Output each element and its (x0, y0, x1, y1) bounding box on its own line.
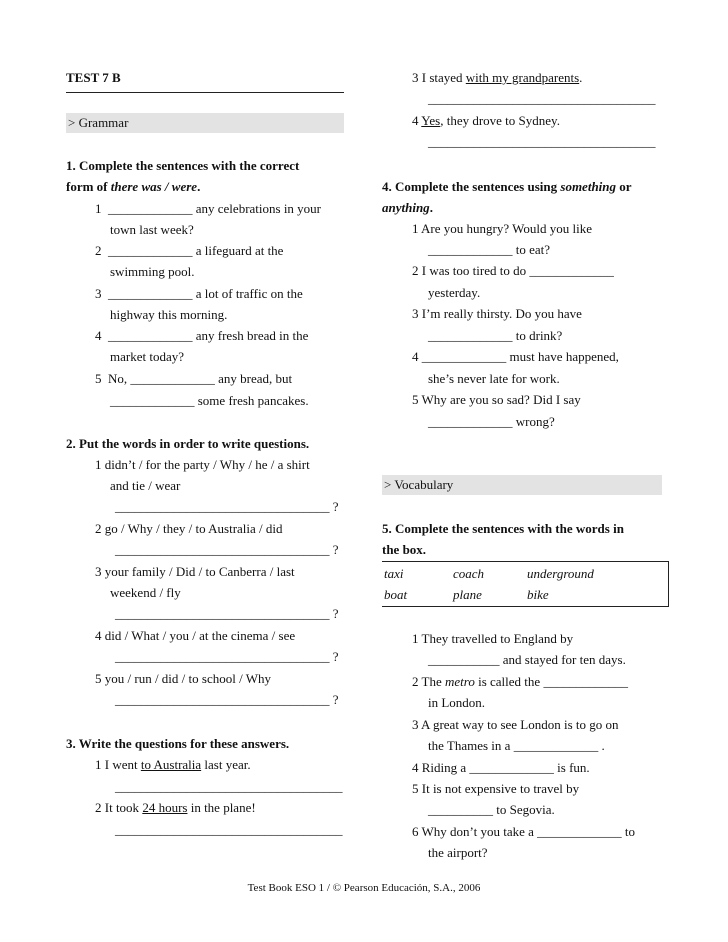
ex3-answer-4[interactable]: ___________________________________ (428, 134, 656, 149)
ex4-item-2-cont: yesterday. (428, 285, 481, 300)
ex5-item-3: 3 A great way to see London is to go on (412, 717, 619, 732)
word-box-word: bike (527, 587, 549, 602)
word-box-word: plane (453, 587, 482, 602)
grammar-section-band: > Grammar (66, 113, 344, 133)
ex3-answer-2[interactable]: ___________________________________ (115, 822, 343, 837)
ex2-item-1: 1 didn’t / for the party / Why / he / a shirt (95, 457, 310, 472)
answer-blank[interactable]: ___________ (428, 652, 500, 667)
ex3-item-4: 4 Yes, they drove to Sydney. (412, 113, 560, 128)
answer-blank[interactable]: _________________________________ (115, 542, 330, 557)
ex5-item-5-cont: __________ to Segovia. (428, 802, 555, 817)
answer-blank[interactable]: __________ (428, 802, 493, 817)
ex3-item-2: 2 It took 24 hours in the plane! (95, 800, 256, 815)
ex4-item-5: 5 Why are you so sad? Did I say (412, 392, 581, 407)
word-box-word: underground (527, 566, 594, 581)
answer-blank[interactable]: _____________ (513, 738, 599, 753)
ex5-title-line2: the box. (382, 542, 427, 557)
ex5-item-6-cont: the airport? (428, 845, 488, 860)
ex4-item-4: 4 _____________ must have happened, (412, 349, 619, 364)
answer-blank[interactable]: _____________ (543, 674, 628, 689)
ex1-item-5: 5 No, _____________ any bread, but (95, 371, 293, 386)
ex3-answer-3[interactable]: ___________________________________ (428, 91, 656, 106)
ex2-item-3: 3 your family / Did / to Canberra / last (95, 564, 295, 579)
ex1-item-2: 2 _____________ a lifeguard at the (95, 243, 284, 258)
ex5-item-2-cont: in London. (428, 695, 486, 710)
ex5-item-5: 5 It is not expensive to travel by (412, 781, 580, 796)
ex2-item-1-cont: and tie / wear (110, 478, 181, 493)
title-rule (66, 92, 344, 93)
answer-blank[interactable]: _____________ (110, 393, 195, 408)
ex4-item-4-cont: she’s never late for work. (428, 371, 560, 386)
ex5-item-4: 4 Riding a _____________ is fun. (412, 760, 590, 775)
word-box-word: boat (384, 587, 408, 602)
ex5-item-1-cont: ___________ and stayed for ten days. (428, 652, 626, 667)
answer-blank[interactable]: _____________ (108, 201, 193, 216)
answer-blank[interactable]: _________________________________ (115, 606, 330, 621)
ex1-item-1-cont: town last week? (110, 222, 194, 237)
ex1-item-3: 3 _____________ a lot of traffic on the (95, 286, 303, 301)
ex2-answer-3: _________________________________ ? (115, 606, 339, 621)
ex3-item-1: 1 I went to Australia last year. (95, 757, 251, 772)
ex2-answer-4: _________________________________ ? (115, 649, 339, 664)
answer-blank[interactable]: _____________ (421, 349, 507, 364)
answer-blank[interactable]: _____________ (108, 328, 193, 343)
ex3-title: 3. Write the questions for these answers. (66, 736, 290, 751)
ex1-item-3-cont: highway this morning. (110, 307, 228, 322)
ex4-title-line2: anything. (382, 200, 433, 215)
ex3-item-3: 3 I stayed with my grandparents. (412, 70, 583, 85)
ex1-title-line1: 1. Complete the sentences with the correct (66, 158, 300, 173)
ex5-title-line1: 5. Complete the sentences with the words in (382, 521, 624, 536)
ex5-item-3-cont: the Thames in a _____________ . (428, 738, 605, 753)
ex2-item-5: 5 you / run / did / to school / Why (95, 671, 271, 686)
ex1-item-1: 1 _____________ any celebrations in your (95, 201, 322, 216)
test-title: TEST 7 B (66, 70, 121, 85)
ex2-item-4: 4 did / What / you / at the cinema / see (95, 628, 296, 643)
ex4-title-line1: 4. Complete the sentences using something or (382, 179, 632, 194)
ex2-answer-2: _________________________________ ? (115, 542, 339, 557)
ex5-item-1: 1 They travelled to England by (412, 631, 574, 646)
answer-blank[interactable]: _____________ (428, 242, 513, 257)
answer-blank[interactable]: _____________ (537, 824, 622, 839)
ex4-item-2: 2 I was too tired to do _____________ (412, 263, 614, 278)
ex1-title-line2: form of there was / were. (66, 179, 201, 194)
ex5-item-6: 6 Why don’t you take a _____________ to (412, 824, 636, 839)
ex4-item-3-cont: _____________ to drink? (428, 328, 563, 343)
answer-blank[interactable]: _____________ (108, 286, 193, 301)
ex4-item-1: 1 Are you hungry? Would you like (412, 221, 592, 236)
ex2-answer-5: _________________________________ ? (115, 692, 339, 707)
vocabulary-section-band: > Vocabulary (382, 475, 662, 495)
answer-blank[interactable]: _____________ (428, 328, 513, 343)
ex4-item-1-cont: _____________ to eat? (428, 242, 551, 257)
ex5-item-2: 2 The metro is called the _____________ (412, 674, 628, 689)
word-box-word: coach (453, 566, 485, 581)
answer-blank[interactable]: _________________________________ (115, 649, 330, 664)
ex1-item-4: 4 _____________ any fresh bread in the (95, 328, 309, 343)
word-box (382, 561, 669, 607)
page-footer: Test Book ESO 1 / © Pearson Educación, S.A., 2006 (247, 882, 481, 894)
answer-blank[interactable]: _____________ (529, 263, 614, 278)
ex1-item-5-cont: _____________ some fresh pancakes. (110, 393, 309, 408)
ex3-answer-1[interactable]: ___________________________________ (115, 779, 343, 794)
ex4-item-5-cont: _____________ wrong? (428, 414, 555, 429)
ex2-answer-1: _________________________________ ? (115, 499, 339, 514)
answer-blank[interactable]: _____________ (130, 371, 215, 386)
ex2-item-3-cont: weekend / fly (110, 585, 181, 600)
ex2-title: 2. Put the words in order to write questions. (66, 436, 310, 451)
answer-blank[interactable]: _____________ (469, 760, 554, 775)
ex2-item-2: 2 go / Why / they / to Australia / did (95, 521, 283, 536)
answer-blank[interactable]: _____________ (428, 414, 513, 429)
ex4-item-3: 3 I’m really thirsty. Do you have (412, 306, 582, 321)
answer-blank[interactable]: _________________________________ (115, 499, 330, 514)
answer-blank[interactable]: _____________ (108, 243, 193, 258)
ex1-item-2-cont: swimming pool. (110, 264, 195, 279)
answer-blank[interactable]: _________________________________ (115, 692, 330, 707)
ex1-item-4-cont: market today? (110, 349, 184, 364)
word-box-word: taxi (384, 566, 404, 581)
